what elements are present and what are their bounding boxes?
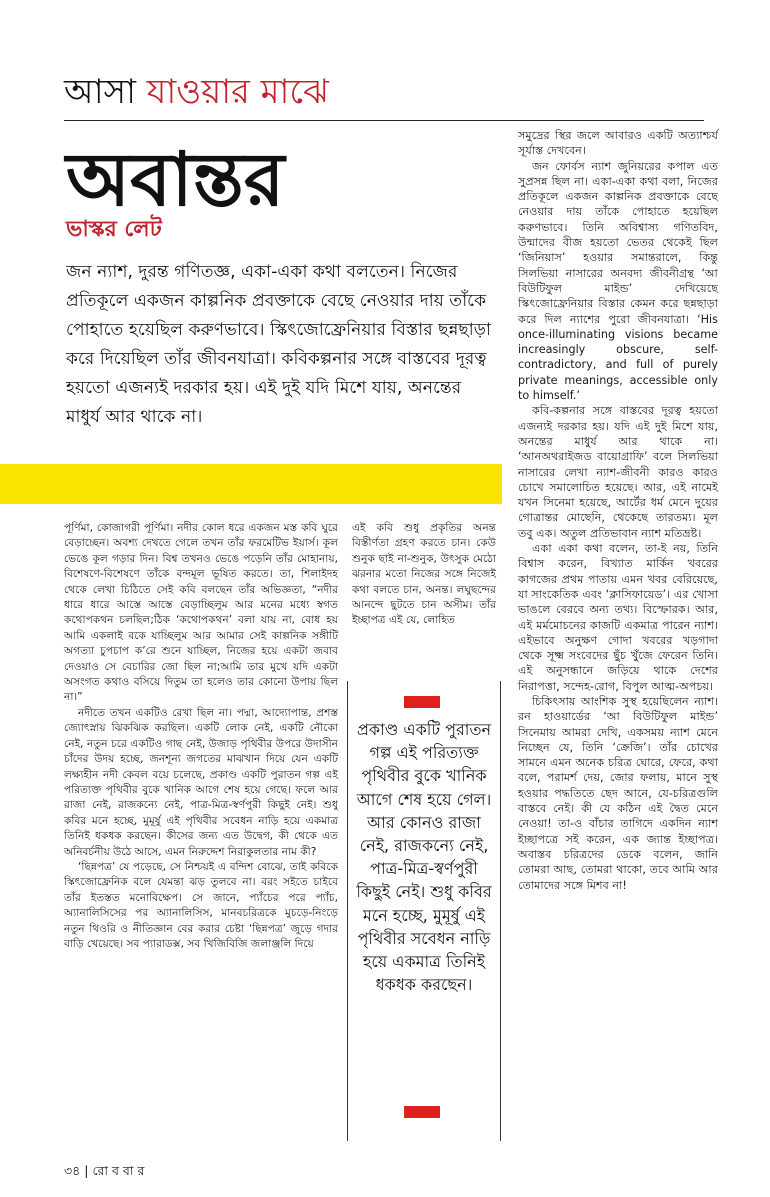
heading-divider bbox=[64, 120, 704, 121]
right-paragraph: চিকিৎসায় আংশিক সুস্থ হয়েছিলেন ন্যাশ। রন হাওয়ার্ডের ‘আ বিউটিফুল মাইন্ড’ সিনেমায় আমরা দেখি, একসময় ন্যাশ মেনে নিচ্ছেন যে, তিনি ‘ক্রেজি’। তাঁর চোখের সামনে এমন অনেক চরিত্র ঘোরে, ফেরে, কথা বলে, পরামর্শ দেয়, জোর ফলায়, মানে সুস্থ হওয়ার পদ্ধতিতে ছেদ আনে, যে-চরিত্রগুলি বাস্তবে নেই। কী যে কঠিন এই দ্বৈত মেনে নেওয়া! তা-ও বাঁচার তাগিদে একদিন ন্যাশ ইচ্ছাপত্রে সই করেন, এক জ্যান্ত ইচ্ছাপত্র। অবাস্তব চরিত্রদের ডেকে বলেন, জানি তোমরা আছ, তোমরা থাকো, তবে আমি আর তোমাদের সঙ্গে মিশব না! bbox=[518, 694, 718, 892]
pull-quote-bar-bottom bbox=[404, 1106, 440, 1118]
article-intro: জন ন্যাশ, দুরন্ত গণিতজ্ঞ, একা-একা কথা বলতেন। নিজের প্রতিকূলে একজন কাল্পনিক প্রবক্তাকে বেছে নেওয়ার দায় তাঁকে পোহাতে হয়েছিল করুণভাবে। স্কিৎজোফ্রেনিয়ার বিস্তার ছন্নছাড়া করে দিয়েছিল তাঁর জীবনযাত্রা। কবিকল্পনার সঙ্গে বাস্তবের দূরত্ব হয়তো এজন্যই দরকার হয়। এই দুই যদি মিশে যায়, অনন্তের মাধুর্য আর থাকে না। bbox=[66, 262, 492, 427]
magazine-name: রো ব বা র bbox=[92, 1163, 145, 1178]
left-column bbox=[64, 521, 338, 952]
right-paragraph: কবি-কল্পনার সঙ্গে বাস্তবের দূরত্ব হয়তো এজন্যই দরকার হয়। যদি এই দুই মিশে যায়, অনন্তের মাধুর্য আর থাকে না। ‘আনঅথরাইজড বায়োগ্রাফি’ বলে সিলভিয়া নাসারের লেখা ন্যাশ-জীবনী কারও কারও চোখে সমালোচিত হয়েছে। আর, এই নামেই যখন সিনেমা হয়েছে, আর্টের ধর্ম মেনে দুয়ের গোত্রান্তর মোছেনি, থেকেছে তারতম্য। মূল তবু এক। অতুল প্রতিভাবান ন্যাশ মতিভ্রষ্ট। bbox=[518, 404, 718, 540]
right-paragraph: জন ফোর্বস ন্যাশ জুনিয়রের কপাল এত সুপ্রসন্ন ছিল না। একা-একা কথা বলা, নিজের প্রতিকূলে একজন কাল্পনিক প্রবক্তাকে বেছে নেওয়ার দায় তাঁকে পোহাতে হয়েছিল করুণভাবে। তিনি অবিশ্বাস্য গণিতবিদ, উন্মাদের বীজ হয়তো ভেতর থেকেই ছিল ‘জিনিয়াস’ হওয়ার সমান্তরালে, কিন্তু সিলভিয়া নাসারের অনবদ্য জীবনীগ্রন্থ ‘আ বিউটিফুল মাইন্ড’ দেখিয়েছে স্কিৎজোফ্রেনিয়ার বিস্তার কেমন করে ছন্নছাড়া করে দিল ন্যাশের পুরো জীবনযাত্রা। ‘His once-illuminating visions became increasingly obscure, self-contradictory, and full of purely private meanings, accessible only to himself.’ bbox=[518, 159, 718, 403]
article-author: ভাস্কর লেট bbox=[66, 217, 162, 242]
section-heading bbox=[64, 70, 329, 114]
pull-quote-rule-right bbox=[500, 681, 501, 1141]
pull-quote-bar-top bbox=[404, 696, 440, 708]
middle-paragraph: এই কবি শুধু প্রকৃতির অনন্ত বিস্তীর্ণতা গ্রহণ করতে চান। কেউ শুনুক ছাই না-শুনুক, উৎসুক মেঠো ঝরনার মতো নিজের সঙ্গে নিজেই কথা বলতে চান, অনন্ত। লঘুছন্দের আনন্দে ছুটতে চান অসীম। তাঁর ইচ্ছাপত্র এই যে, লোহিত bbox=[352, 522, 496, 627]
right-column bbox=[518, 128, 718, 893]
right-paragraph: একা একা কথা বলেন, তা-ই নয়, তিনি বিশ্বাস করেন, বিখ্যাত মার্কিন খবরের কাগজের প্রথম পাতায় এমন খবর বেরিয়েছে, যা সাংকেতিক এবং ‘ক্লাসিফায়েড’। এর খোসা ভাঙলে বেরবে অন্য তথ্য। বিস্ফোরক। আর, এই মর্মমোচনের কাজটি একমাত্র পারেন ন্যাশ। এইভাবে অনুক্ষণ গোদা খবরের খড়গাদা থেকে সূক্ষ্ম সংবেদের ছুঁচ খুঁজে ফেরেন তিনি। এই অনুসন্ধানে জড়িয়ে থাকে দেশের নিরাপত্তা, সন্দেহ-রোগ, বিপুল আত্ম-অপচয়। bbox=[518, 542, 718, 693]
left-paragraph: নদীতে তখন একটিও রেখা ছিল না। পদ্মা, আদ্যোপান্ত, প্রশস্ত জ্যোৎস্নায় ঝিকঝিক করছিল। একটি লোক নেই, একটি নৌকো নেই, নতুন চরে একটিও গাছ নেই, উজাড় পৃথিবীর উপরে উদাসীন চাঁদের উদয় হচ্ছে, জনশূন্য জগতের মাঝখান দিয়ে যেন একটি লক্ষ্যহীন নদী কেবল বয়ে চলেছে, প্রকাণ্ড একটি পুরাতন গল্প এই পরিত্যক্ত পৃথিবীর বুকে খানিক আগে শেষ হয়ে গেছে। ফলে আর রাজা নেই, রাজকন্যে নেই, পাত্র-মিত্র-স্বর্ণপুরী কিছুই নেই। শুধু কবির মনে হচ্ছে, মুমূর্ষু এই পৃথিবীর সবেধন নাড়ি হয়ে একমাত্র তিনিই ধকধক করছেন। কীসের জন্য এত উদ্বেগ, কী থেকে এত অনিবর্চনীয় উঠে আসে, এমন নিরুদ্দেশ নিরাকুলতার নাম কী? bbox=[64, 706, 338, 858]
footer-separator: | bbox=[84, 1163, 89, 1178]
page-number: ৩৪ bbox=[64, 1163, 81, 1178]
right-paragraph: সমুদ্রের স্থির জলে আবারও একটি অত্যাশ্চর্য সূর্যাস্ত দেখবেন। bbox=[518, 129, 718, 158]
pull-quote-rule-left bbox=[347, 681, 348, 1141]
left-paragraph: ‘ছিন্নপত্র’ যে পড়েছে, সে নিশ্চয়ই এ বন্দিশ বোঝে, তাই কবিকে স্কিৎজোফ্রেনিক বলে যেমন্তা ঝড় তুলবে না। বরং সইতে চাইবে তাঁর ইতস্তত মনোবিক্ষেপ। সে জানে, প্যাঁচের পরে প্যাঁচ, অ্যানালিসিসের পর অ্যানালিসিস, মানবচরিত্রকে মুচড়ে-নিংড়ে নতুন থিওরি ও নীতিজ্ঞান বের করার চেষ্টা ‘ছিন্নপত্র’ জুড়ে গদার বাড়ি খেয়েছে। সব প্যারাডক্স, সব খিজিবিজি জলাঞ্জলি দিয়ে bbox=[64, 860, 338, 950]
section-label-red: যাওয়ার মাঝে bbox=[146, 72, 329, 112]
section-label-black: আসা bbox=[64, 72, 136, 112]
article-title: অবান্তর bbox=[66, 137, 285, 223]
yellow-highlight-band bbox=[0, 464, 502, 504]
middle-column bbox=[352, 521, 496, 629]
left-paragraph: পূর্ণিমা, কোজাগরী পূর্ণিমা। নদীর কোল ধরে একজন মস্ত কবি ঘুরে বেড়াচ্ছেন। অবশ্য দেখতে গেলে তখন তাঁর ফরমেটিভ ইয়ার্স। কূল ভেঙে কূল গড়ার দিন। বিশ্ব তখনও ভেঙে পড়েনি তাঁর মোহানায়, বিশেষণে-বিশেষণে তাঁকে বন্দমূল ভূষিত করতে। তা, শিলাইদহ থেকে লেখা চিঠিতে সেই কবি বলছেন তাঁর অভিজ্ঞতা, “নদীর ধারে ধারে আস্তে আস্তে বেড়াচ্ছিলুম আর মনের মধ্যে স্বগত কথোপকথন চলছিল;ঠিক ‘কথোপকথন’ বলা যায় না, বোধ হয় আমি একলাই বকে যাচ্ছিলুম আর আমার সেই কাল্পনিক সঙ্গীটি অগত্যা চুপচাপ ক’রে শুনে যাচ্ছিল, নিজের হয়ে একটা জবাব দেওয়াও সে বেচারির জো ছিল না;আমি তার মুখে যদি একটা অসংগত কথাও বসিয়ে দিতুম তা হলেও তার কোনো উপায় ছিল না।” bbox=[64, 522, 338, 704]
pull-quote: প্রকাণ্ড একটি পুরাতন গল্প এই পরিত্যক্ত পৃথিবীর বুকে খানিক আগে শেষ হয়ে গেল। আর কোনও রাজা নেই, রাজকন্যে নেই, পাত্র-মিত্র-স্বর্ণপুরী কিছুই নেই। শুধু কবির মনে হচ্ছে, মুমূর্ষু এই পৃথিবীর সবেধন নাড়ি হয়ে একমাত্র তিনিই ধকধক করছেন। bbox=[356, 720, 492, 995]
page-footer bbox=[64, 1163, 144, 1183]
